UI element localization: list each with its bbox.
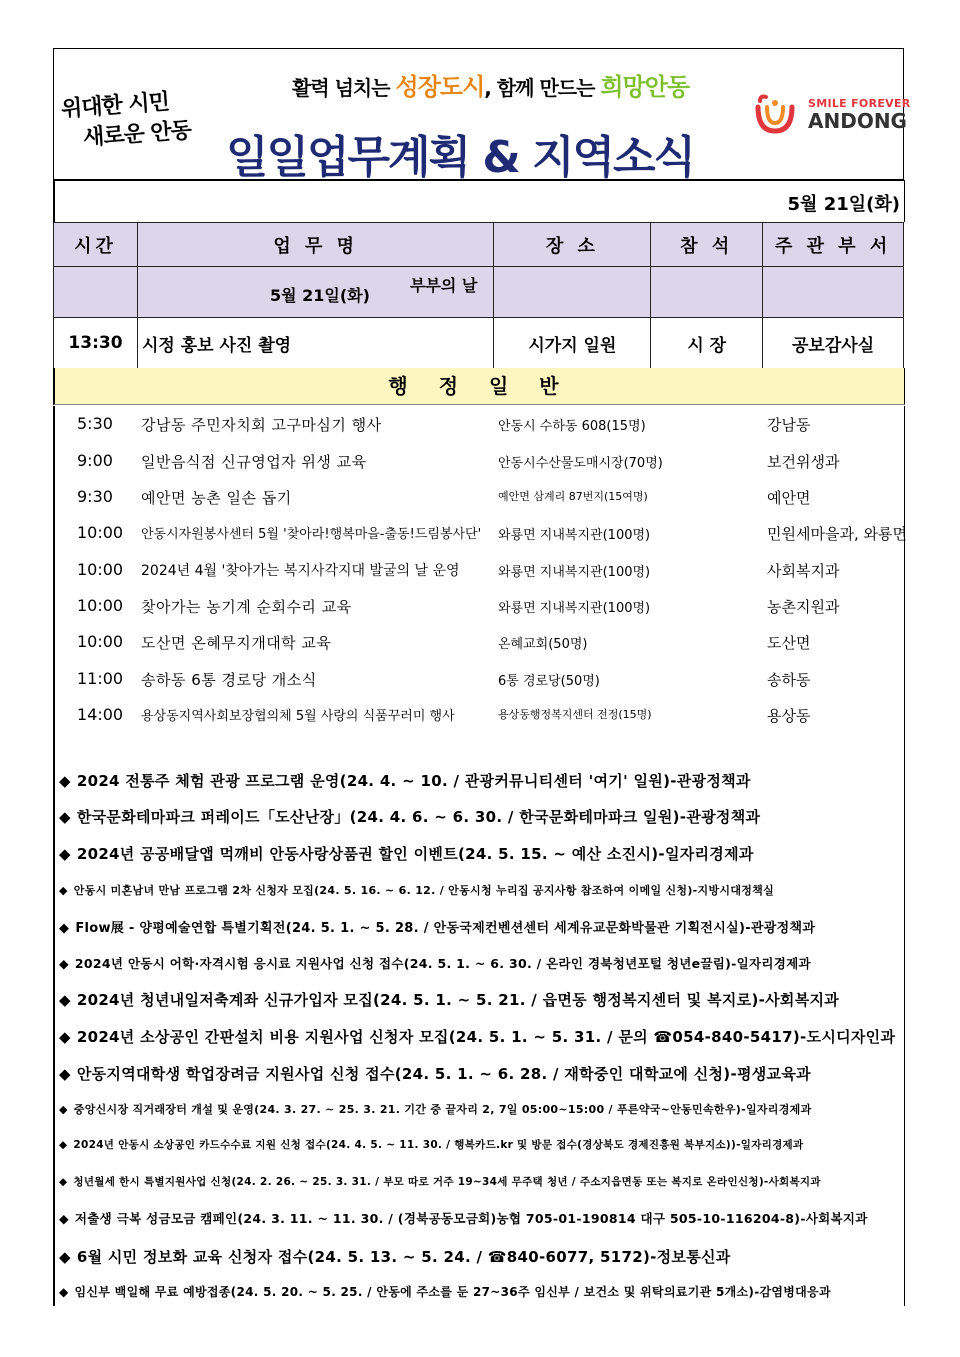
- list-item: [55, 588, 904, 624]
- list-item: [55, 624, 904, 660]
- notice-item: [59, 954, 811, 972]
- diamond-bullet-icon: ◆: [59, 1285, 69, 1299]
- notice-text: 중앙신시장 직거래장터 개설 및 운영(24. 3. 27. ~ 25. 3. 21. 기간 중 끝자리 2, 7일 05:00~15:00 / 푸른약국~안동민속한우)-일자리경제과: [73, 1103, 812, 1116]
- notice-text: 6월 시민 정보화 교육 신청자 접수(24. 5. 13. ~ 5. 24. / ☎840-6077, 5172)-정보통신과: [76, 1248, 731, 1266]
- list-item: [55, 443, 904, 479]
- tagline-highlight: 희망안동: [600, 73, 690, 101]
- notice-text: 안동시 미혼남녀 만남 프로그램 2차 신청자 모집(24. 5. 16. ~ 6. 12. / 안동시청 누리집 공지사항 참조하여 이메일 신청)-지방시대정책실: [73, 884, 775, 897]
- item-time: 10:00: [77, 596, 124, 615]
- notice-item: [59, 1063, 811, 1084]
- day-cell-empty: [54, 267, 138, 318]
- notice-text: 임신부 백일해 무료 예방접종(24. 5. 20. ~ 5. 25. / 안동에 주소를 둔 27~36주 임신부 / 보건소 및 위탁의료기관 5개소)-감염병대응과: [74, 1285, 831, 1299]
- col-header-time: 시간: [54, 223, 138, 267]
- tagline: [292, 67, 689, 102]
- document-date: 5월 21일(화): [787, 194, 900, 215]
- section-title: 행 정 일 반: [53, 368, 905, 405]
- notice-text: 한국문화테마파크 퍼레이드「도산난장」(24. 4. 6. ~ 6. 30. / 한국문화테마파크 일원)-관광정책과: [76, 808, 761, 826]
- logo-subtitle: SMILE FOREVER: [808, 97, 911, 110]
- diamond-bullet-icon: ◆: [59, 884, 68, 897]
- notice-text: 2024년 안동시 어학·자격시험 응시료 지원사업 신청 접수(24. 5. 1. ~ 6. 30. / 온라인 경북청년포털 청년e끌림)-일자리경제과: [74, 956, 811, 971]
- notice-item: [59, 770, 751, 791]
- item-dept: 용상동: [767, 707, 811, 725]
- list-item: [55, 661, 904, 697]
- diamond-bullet-icon: ◆: [59, 1211, 69, 1226]
- day-cell: [137, 267, 494, 318]
- city-slogan: [60, 84, 214, 154]
- item-title: 예안면 농촌 일손 돕기: [141, 489, 292, 507]
- diamond-bullet-icon: ◆: [59, 1028, 71, 1046]
- day-cell-empty: [494, 267, 651, 318]
- page-title: 일일업무계획 & 지역소식: [226, 132, 695, 183]
- col-header-attend: 참 석: [651, 223, 763, 267]
- diamond-bullet-icon: ◆: [59, 808, 71, 826]
- item-title: 도산면 온혜무지개대학 교육: [141, 634, 332, 652]
- schedule-header-row: [54, 223, 904, 267]
- notice-text: Flow展 - 양평예술연합 특별기획전(24. 5. 1. ~ 5. 28. / 안동국제컨벤션센터 세계유교문화박물관 기획전시실)-관광정책과: [75, 921, 816, 936]
- item-dept: 강남동: [767, 416, 811, 434]
- diamond-bullet-icon: ◆: [59, 1176, 68, 1188]
- diamond-bullet-icon: ◆: [59, 991, 71, 1009]
- item-dept: 사회복지과: [767, 562, 840, 580]
- item-title: 안동시자원봉사센터 5월 '찾아라!행복마을-출동!드림봉사단': [141, 527, 482, 542]
- item-title: 송하동 6통 경로당 개소식: [141, 671, 317, 689]
- date-row: [53, 180, 905, 222]
- tagline-part: 활력 넘치는: [292, 76, 396, 100]
- row-time: 13:30: [54, 318, 138, 369]
- notice-text: 저출생 극복 성금모금 캠페인(24. 3. 11. ~ 11. 30. / (경북공동모금회)농협 705-01-190814 대구 505-10-116204-8)-사회복지과: [74, 1211, 868, 1226]
- notice-item: [59, 1101, 812, 1117]
- diamond-bullet-icon: ◆: [59, 1065, 71, 1083]
- item-place: 안동시수산물도매시장(70명): [498, 456, 663, 471]
- item-dept: 농촌지원과: [767, 598, 840, 616]
- item-time: 11:00: [77, 669, 124, 688]
- day-note: 부부의 날: [409, 276, 478, 295]
- item-place: 온혜교회(50명): [498, 637, 588, 652]
- item-dept: 민원세마을과, 와룡면: [767, 525, 907, 543]
- notice-item: [59, 882, 774, 898]
- notice-item: [59, 1137, 803, 1152]
- notice-text: 2024년 청년내일저축계좌 신규가입자 모집(24. 5. 1. ~ 5. 21. / 읍면동 행정복지센터 및 복지로)-사회복지과: [76, 991, 840, 1009]
- notice-item: [59, 806, 760, 827]
- item-place: 안동시 수하동 608(15명): [498, 419, 646, 434]
- notice-item: [59, 1026, 895, 1047]
- item-title: 찾아가는 농기계 순회수리 교육: [141, 598, 352, 616]
- notice-item: [59, 989, 839, 1010]
- notice-text: 2024년 안동시 소상공인 카드수수료 지원 신청 접수(24. 4. 5. ~ 11. 30. / 행복카드.kr 및 방문 접수(경상북도 경제진흥원 북부지소))-일자리경제과: [73, 1139, 804, 1151]
- diamond-bullet-icon: ◆: [59, 1248, 71, 1266]
- item-place: 용상동행정복지센터 전정(15명): [498, 708, 652, 721]
- tagline-part: , 함께 만드는: [484, 76, 601, 100]
- logo-name: ANDONG: [808, 109, 907, 133]
- item-place: 와룡면 지내복지관(100명): [498, 601, 651, 616]
- slogan-line-1: 위대한 시민: [60, 88, 170, 123]
- notice-item: [59, 1209, 868, 1227]
- item-time: 10:00: [77, 560, 124, 579]
- notice-item: [59, 843, 754, 864]
- row-place: 시가지 일원: [494, 318, 651, 369]
- notice-text: 2024년 소상공인 간판설치 비용 지원사업 신청자 모집(24. 5. 1. ~ 5. 31. / 문의 ☎054-840-5417)-도시디자인과: [76, 1028, 896, 1046]
- tagline-highlight: 성장도시: [395, 73, 485, 101]
- col-header-dept: 주 관 부 서: [763, 223, 904, 267]
- diamond-bullet-icon: ◆: [59, 845, 71, 863]
- header-banner: [53, 48, 911, 183]
- notice-item: [59, 1246, 731, 1267]
- notice-item: [59, 1283, 831, 1300]
- item-title: 2024년 4월 '찾아가는 복지사각지대 발굴의 날 운영: [141, 563, 460, 579]
- smile-logo-icon: [754, 93, 796, 135]
- item-place: 와룡면 지내복지관(100명): [498, 565, 651, 580]
- list-item: [55, 697, 904, 733]
- day-cell-empty: [651, 267, 763, 318]
- item-place: 6통 경로당(50명): [498, 674, 600, 689]
- item-dept: 예안면: [767, 489, 811, 507]
- row-work: 시정 홍보 사진 촬영: [137, 318, 494, 369]
- item-title: 일반음식점 신규영업자 위생 교육: [141, 453, 367, 471]
- row-attend: 시 장: [651, 318, 763, 369]
- item-time: 9:30: [77, 487, 113, 506]
- list-item: [55, 406, 904, 442]
- item-title: 강남동 주민자치회 고구마심기 행사: [141, 416, 382, 434]
- list-item: [55, 479, 904, 515]
- item-place: 예안면 삼계리 87번지(15여명): [498, 490, 648, 503]
- item-title: 용상동지역사회보장협의체 5월 사랑의 식품꾸러미 행사: [141, 709, 455, 724]
- diamond-bullet-icon: ◆: [59, 921, 70, 936]
- day-row: [54, 267, 904, 318]
- row-dept: 공보감사실: [763, 318, 904, 369]
- list-item: [55, 552, 904, 588]
- item-time: 10:00: [77, 523, 124, 542]
- diamond-bullet-icon: ◆: [59, 956, 69, 971]
- item-dept: 보건위생과: [767, 453, 840, 471]
- day-label: 5월 21일(화): [269, 286, 370, 305]
- notice-item: [59, 917, 815, 936]
- col-header-work: 업 무 명: [137, 223, 494, 267]
- item-dept: 도산면: [767, 634, 811, 652]
- schedule-row: [54, 318, 904, 369]
- item-time: 14:00: [77, 705, 124, 724]
- notice-text: 2024년 공공배달앱 먹깨비 안동사랑상품권 할인 이벤트(24. 5. 15. ~ 예산 소진시)-일자리경제과: [76, 845, 754, 863]
- item-dept: 송하동: [767, 671, 811, 689]
- item-time: 10:00: [77, 632, 124, 651]
- slogan-line-2: 새로운 안동: [82, 117, 192, 151]
- notice-text: 안동지역대학생 학업장려금 지원사업 신청 접수(24. 5. 1. ~ 6. 28. / 재학중인 대학교에 신청)-평생교육과: [76, 1065, 811, 1083]
- notice-text: 2024 전통주 체험 관광 프로그램 운영(24. 4. ~ 10. / 관광커뮤니티센터 '여기' 일원)-관광정책과: [76, 772, 751, 790]
- diamond-bullet-icon: ◆: [59, 1139, 68, 1151]
- admin-list: [53, 406, 905, 1306]
- diamond-bullet-icon: ◆: [59, 772, 71, 790]
- col-header-place: 장 소: [494, 223, 651, 267]
- list-item: [55, 515, 907, 551]
- diamond-bullet-icon: ◆: [59, 1103, 68, 1116]
- notice-text: 청년월세 한시 특별지원사업 신청(24. 2. 26. ~ 25. 3. 31. / 부모 따로 거주 19~34세 무주택 청년 / 주소지읍면동 또는 복지로 온라인신청)-사회복지과: [73, 1176, 821, 1188]
- item-time: 5:30: [77, 414, 113, 433]
- item-time: 9:00: [77, 451, 113, 470]
- andong-logo: [754, 89, 911, 139]
- day-cell-empty: [763, 267, 904, 318]
- item-place: 와룡면 지내복지관(100명): [498, 528, 651, 543]
- notice-item: [59, 1174, 821, 1189]
- document-page: [53, 48, 911, 1308]
- schedule-table: [53, 222, 904, 369]
